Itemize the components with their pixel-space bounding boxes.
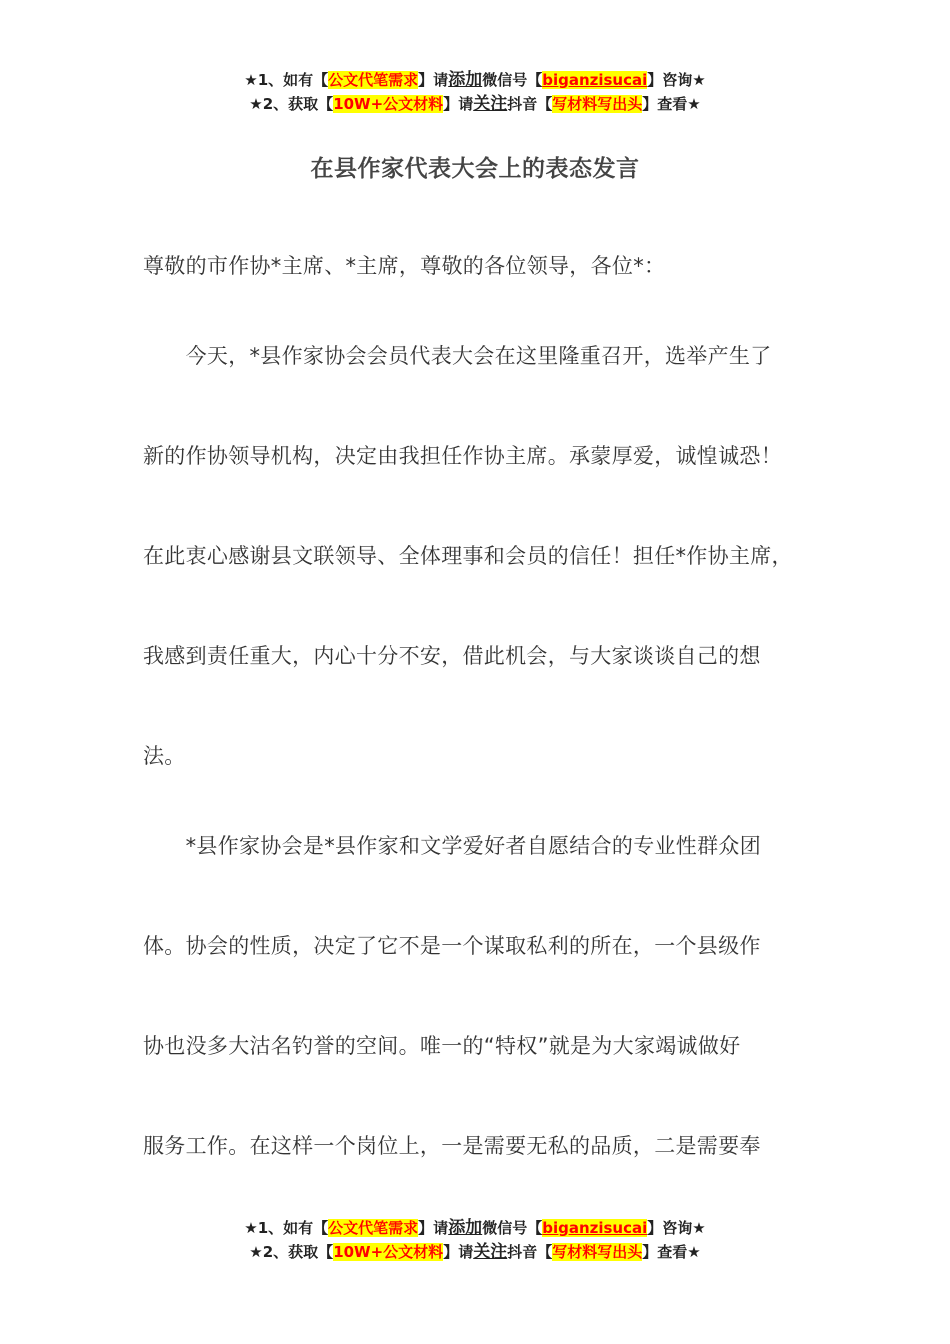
highlight-materials: 10W+公文材料: [333, 1243, 444, 1261]
body-line: 在此衷心感谢县文联领导、全体理事和会员的信任！担任*作协主席，: [143, 544, 793, 568]
highlight-writing-service: 公文代笔需求: [328, 71, 419, 89]
banner-line-2: ★2、获取【10W+公文材料】请关注抖音【写材料写出头】查看★: [249, 94, 701, 114]
highlight-douyin-account: 写材料写出头: [552, 95, 643, 113]
page-title: 在县作家代表大会上的表态发言: [310, 156, 640, 182]
wechat-id-link[interactable]: biganzisucai: [542, 71, 648, 89]
body-line: 法。: [143, 744, 186, 768]
highlight-materials: 10W+公文材料: [333, 95, 444, 113]
banner-line-2: ★2、获取【10W+公文材料】请关注抖音【写材料写出头】查看★: [249, 1242, 701, 1262]
highlight-douyin-account: 写材料写出头: [552, 1243, 643, 1261]
banner-line-1: ★1、如有【公文代笔需求】请添加微信号【biganzisucai】咨询★: [244, 70, 706, 90]
body-line: 尊敬的市作协*主席、*主席，尊敬的各位领导，各位*：: [143, 254, 666, 278]
banner-line-1: ★1、如有【公文代笔需求】请添加微信号【biganzisucai】咨询★: [244, 1218, 706, 1238]
body-line: 体。协会的性质，决定了它不是一个谋取私利的所在，一个县级作: [143, 934, 761, 958]
body-line: 我感到责任重大，内心十分不安，借此机会，与大家谈谈自己的想: [143, 644, 761, 668]
body-line: 服务工作。在这样一个岗位上，一是需要无私的品质，二是需要奉: [143, 1134, 761, 1158]
body-line: 协也没多大沽名钓誉的空间。唯一的“特权”就是为大家竭诚做好: [143, 1034, 741, 1058]
header-banner: [0, 68, 950, 116]
footer-banner: [0, 1216, 950, 1264]
body-line: *县作家协会是*县作家和文学爱好者自愿结合的专业性群众团: [143, 834, 761, 858]
body-line: 新的作协领导机构，决定由我担任作协主席。承蒙厚爱，诚惶诚恐！: [143, 444, 782, 468]
highlight-writing-service: 公文代笔需求: [328, 1219, 419, 1237]
body-line: 今天，*县作家协会会员代表大会在这里隆重召开，选举产生了: [143, 344, 772, 368]
wechat-id-link[interactable]: biganzisucai: [542, 1219, 648, 1237]
